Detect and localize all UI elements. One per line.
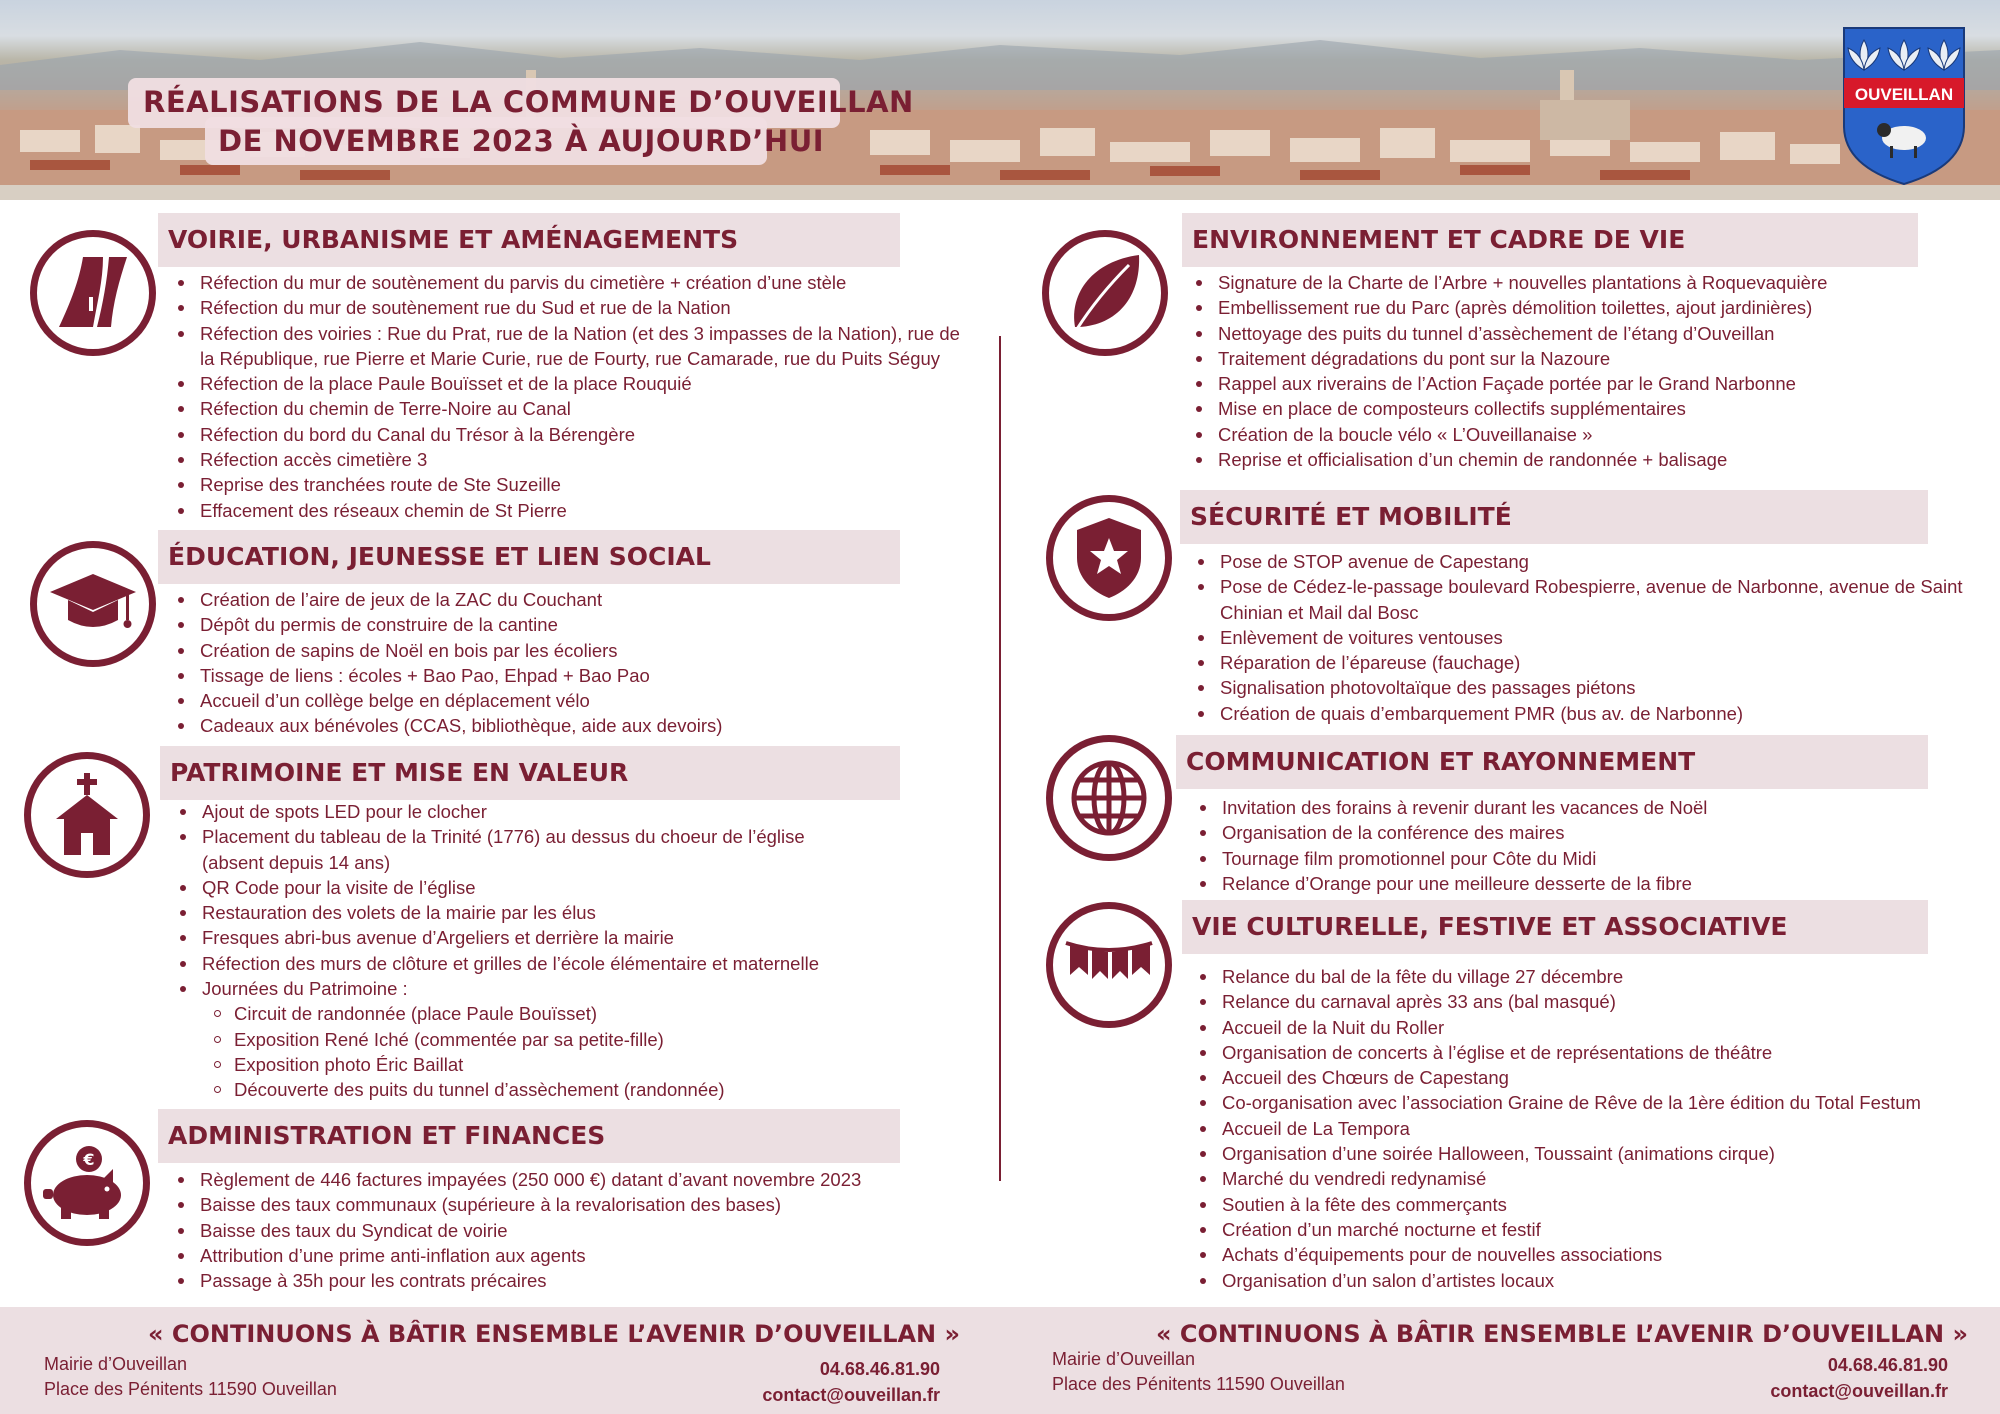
list-item: Enlèvement de voitures ventouses — [1194, 625, 1994, 650]
section-title-environnement: ENVIRONNEMENT ET CADRE DE VIE — [1182, 213, 1918, 267]
page-title-line1: RÉALISATIONS DE LA COMMUNE D’OUVEILLAN — [143, 85, 914, 119]
list-item: Fresques abri-bus avenue d’Argeliers et derrière la mairie — [176, 925, 996, 950]
footer-slogan-left: « CONTINUONS À BÂTIR ENSEMBLE L’AVENIR D’OUVEILLAN » — [148, 1320, 961, 1348]
list-item: Création de l’aire de jeux de la ZAC du Couchant — [174, 587, 994, 612]
piggy-bank-icon-circle — [24, 1120, 150, 1246]
list-item: Marché du vendredi redynamisé — [1196, 1166, 1996, 1191]
list-item: Relance du carnaval après 33 ans (bal masqué) — [1196, 989, 1996, 1014]
list-subitem: Exposition photo Éric Baillat — [176, 1052, 996, 1077]
footer-address-line2-right: Place des Pénitents 11590 Ouveillan — [1052, 1374, 1345, 1394]
list-item: Journées du Patrimoine : — [176, 976, 996, 1001]
list-item: Organisation d’un salon d’artistes locaux — [1196, 1268, 1996, 1293]
list-item: Pose de STOP avenue de Capestang — [1194, 549, 1994, 574]
list-item: Soutien à la fête des commerçants — [1196, 1192, 1996, 1217]
list-item: Relance d’Orange pour une meilleure desserte de la fibre — [1196, 871, 1996, 896]
section-title-voirie: VOIRIE, URBANISME ET AMÉNAGEMENTS — [158, 213, 900, 267]
church-icon-circle — [24, 752, 150, 878]
list-environnement — [1192, 270, 1992, 472]
list-item: Réfection du chemin de Terre-Noire au Canal — [174, 396, 994, 421]
list-item: Effacement des réseaux chemin de St Pierre — [174, 498, 994, 523]
shield-star-icon — [1073, 516, 1145, 600]
bunting-flags-icon — [1064, 935, 1154, 995]
list-item: Signature de la Charte de l’Arbre + nouvelles plantations à Roquevaquière — [1192, 270, 1992, 295]
list-administration — [174, 1167, 994, 1293]
list-item: Placement du tableau de la Trinité (1776) au dessus du choeur de l’église — [176, 824, 996, 849]
list-item: Organisation de concerts à l’église et de représentations de théâtre — [1196, 1040, 1996, 1065]
shield-icon-circle — [1046, 495, 1172, 621]
list-item-continuation: (absent depuis 14 ans) — [202, 851, 391, 873]
list-item: Réfection des voiries : Rue du Prat, rue de la Nation (et des 3 impasses de la Nation), rue de — [174, 321, 994, 346]
list-communication — [1196, 795, 1996, 896]
list-item: Cadeaux aux bénévoles (CCAS, bibliothèque, aide aux devoirs) — [174, 713, 994, 738]
list-item: Passage à 35h pour les contrats précaires — [174, 1268, 994, 1293]
church-icon — [52, 773, 122, 857]
list-item: Nettoyage des puits du tunnel d’assèchement de l’étang d’Ouveillan — [1192, 321, 1992, 346]
list-item: Accueil d’un collège belge en déplacement vélo — [174, 688, 994, 713]
list-item: Réparation de l’épareuse (fauchage) — [1194, 650, 1994, 675]
list-item: Attribution d’une prime anti-inflation aux agents — [174, 1243, 994, 1268]
list-culture — [1196, 964, 1996, 1293]
svg-text:€: € — [83, 1150, 95, 1169]
section-title-education: ÉDUCATION, JEUNESSE ET LIEN SOCIAL — [158, 530, 900, 584]
list-item: Pose de Cédez-le-passage boulevard Robespierre, avenue de Narbonne, avenue de Saint — [1194, 574, 1994, 599]
list-subitem: Exposition René Iché (commentée par sa petite-fille) — [176, 1027, 996, 1052]
list-securite — [1194, 549, 1994, 726]
page-title-line2: DE NOVEMBRE 2023 À AUJOURD’HUI — [218, 124, 825, 158]
list-item: Ajout de spots LED pour le clocher — [176, 799, 996, 824]
list-subitem: Découverte des puits du tunnel d’assèchement (randonnée) — [176, 1077, 996, 1102]
section-title-patrimoine: PATRIMOINE ET MISE EN VALEUR — [160, 746, 900, 800]
footer-address-line1-right: Mairie d’Ouveillan — [1052, 1349, 1196, 1369]
list-item: Baisse des taux communaux (supérieure à la revalorisation des bases) — [174, 1192, 994, 1217]
ouveillan-crest-logo — [1842, 26, 1966, 186]
list-item: Réfection du mur de soutènement du parvis du cimetière + création d’une stèle — [174, 270, 994, 295]
column-divider — [999, 336, 1001, 1181]
footer-slogan-right: « CONTINUONS À BÂTIR ENSEMBLE L’AVENIR D’OUVEILLAN » — [1156, 1320, 1969, 1348]
footer-email-right[interactable]: contact@ouveillan.fr — [1770, 1381, 1948, 1401]
bunting-icon-circle — [1046, 902, 1172, 1028]
list-item: Organisation de la conférence des maires — [1196, 820, 1996, 845]
footer-band — [0, 1307, 2000, 1414]
globe-icon-circle — [1046, 735, 1172, 861]
list-item: Règlement de 446 factures impayées (250 000 €) datant d’avant novembre 2023 — [174, 1167, 994, 1192]
list-item: Baisse des taux du Syndicat de voirie — [174, 1218, 994, 1243]
list-item: Reprise des tranchées route de Ste Suzeille — [174, 472, 994, 497]
list-item: Reprise et officialisation d’un chemin de randonnée + balisage — [1192, 447, 1992, 472]
list-voirie — [174, 270, 994, 523]
list-education — [174, 587, 994, 739]
section-title-securite: SÉCURITÉ ET MOBILITÉ — [1180, 490, 1928, 544]
list-item: Invitation des forains à revenir durant les vacances de Noël — [1196, 795, 1996, 820]
list-item: Tissage de liens : écoles + Bao Pao, Ehpad + Bao Pao — [174, 663, 994, 688]
list-item: Mise en place de composteurs collectifs supplémentaires — [1192, 396, 1992, 421]
globe-icon — [1069, 758, 1149, 838]
list-item: Accueil des Chœurs de Capestang — [1196, 1065, 1996, 1090]
list-item: Création de la boucle vélo « L’Ouveillanaise » — [1192, 422, 1992, 447]
list-item: Création d’un marché nocturne et festif — [1196, 1217, 1996, 1242]
list-item: Organisation d’une soirée Halloween, Toussaint (animations cirque) — [1196, 1141, 1996, 1166]
leaf-icon-circle — [1042, 230, 1168, 356]
section-title-administration: ADMINISTRATION ET FINANCES — [158, 1109, 900, 1163]
list-item: Réfection de la place Paule Bouïsset et de la place Rouquié — [174, 371, 994, 396]
list-item-continuation: la République, rue Pierre et Marie Curie, rue de Fourty, rue Camarade, rue du Puits Séguy — [200, 347, 941, 369]
graduation-icon-circle — [30, 541, 156, 667]
list-item: Achats d’équipements pour de nouvelles associations — [1196, 1242, 1996, 1267]
list-item: Co-organisation avec l’association Graine de Rêve de la 1ère édition du Total Festum — [1196, 1090, 1996, 1115]
list-item-continuation: Chinian et Mail dal Bosc — [1220, 601, 1419, 623]
graduation-cap-icon — [48, 564, 138, 644]
footer-email-left[interactable]: contact@ouveillan.fr — [762, 1385, 940, 1405]
list-item: Accueil de La Tempora — [1196, 1116, 1996, 1141]
list-item: Tournage film promotionnel pour Côte du Midi — [1196, 846, 1996, 871]
list-item: Réfection du bord du Canal du Trésor à la Bérengère — [174, 422, 994, 447]
list-item: QR Code pour la visite de l’église — [176, 875, 996, 900]
list-item: Dépôt du permis de construire de la cantine — [174, 612, 994, 637]
leaf-icon — [1065, 251, 1145, 335]
list-item: Signalisation photovoltaïque des passages piétons — [1194, 675, 1994, 700]
list-item: Restauration des volets de la mairie par les élus — [176, 900, 996, 925]
section-title-culture: VIE CULTURELLE, FESTIVE ET ASSOCIATIVE — [1182, 900, 1928, 954]
list-item: Réfection accès cimetière 3 — [174, 447, 994, 472]
footer-phone-right: 04.68.46.81.90 — [1827, 1355, 1948, 1375]
list-item: Création de quais d’embarquement PMR (bus av. de Narbonne) — [1194, 701, 1994, 726]
list-patrimoine — [176, 799, 996, 1103]
road-icon-circle — [30, 230, 156, 356]
footer-phone-left: 04.68.46.81.90 — [819, 1359, 940, 1379]
piggy-bank-icon — [41, 1143, 133, 1223]
crest-label: OUVEILLAN — [1854, 85, 1954, 104]
road-icon — [53, 253, 133, 333]
list-item: Traitement dégradations du pont sur la Nazoure — [1192, 346, 1992, 371]
list-item: Réfection des murs de clôture et grilles de l’école élémentaire et maternelle — [176, 951, 996, 976]
footer-address-line2-left: Place des Pénitents 11590 Ouveillan — [44, 1379, 337, 1399]
list-item: Embellissement rue du Parc (après démolition toilettes, ajout jardinières) — [1192, 295, 1992, 320]
list-item: Accueil de la Nuit du Roller — [1196, 1015, 1996, 1040]
footer-address-line1-left: Mairie d’Ouveillan — [44, 1354, 188, 1374]
list-item: Réfection du mur de soutènement rue du Sud et rue de la Nation — [174, 295, 994, 320]
header-banner — [0, 0, 2000, 200]
list-item: Relance du bal de la fête du village 27 décembre — [1196, 964, 1996, 989]
list-item: Création de sapins de Noël en bois par les écoliers — [174, 638, 994, 663]
list-item: Rappel aux riverains de l’Action Façade portée par le Grand Narbonne — [1192, 371, 1992, 396]
section-title-communication: COMMUNICATION ET RAYONNEMENT — [1176, 735, 1928, 789]
list-subitem: Circuit de randonnée (place Paule Bouïsset) — [176, 1001, 996, 1026]
